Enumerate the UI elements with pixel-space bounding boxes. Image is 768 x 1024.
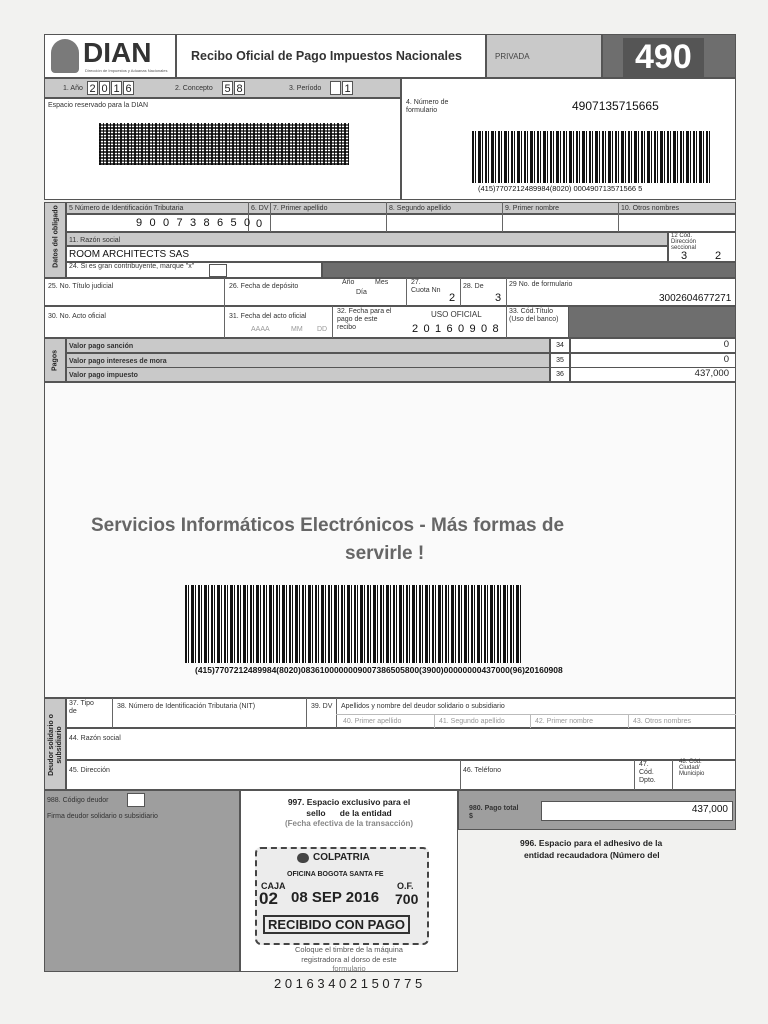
- nit-digit: 0: [163, 217, 170, 229]
- razon-social-field: [66, 246, 668, 262]
- formulario-barcode-caption: (415)7707212489984(8020) 000490713571566 5: [478, 184, 643, 193]
- stamp-of-num: 700: [395, 891, 419, 907]
- dv-value: 0: [256, 218, 263, 230]
- fecha-acto-label: 31. Fecha del acto oficial: [229, 313, 307, 320]
- espacio-996-line1: 996. Espacio para el adhesivo de la: [520, 838, 663, 848]
- anio-label: 1. Año: [63, 85, 83, 92]
- servicios-line1: Servicios Informáticos Electrónicos - Más formas de: [91, 515, 565, 536]
- dian-logo-icon: [51, 39, 79, 73]
- tipo-doc-label: 37. Tipo de: [69, 700, 94, 715]
- deudor-primer-apellido: 40. Primer apellido: [343, 718, 402, 725]
- fecha-pago-digit: 2: [412, 323, 419, 335]
- page-title: Recibo Oficial de Pago Impuestos Nacionales: [191, 49, 462, 63]
- concepto-label: 2. Concepto: [175, 85, 213, 92]
- stamp-date: 08 SEP 2016: [291, 889, 380, 906]
- privada-label: PRIVADA: [495, 52, 530, 61]
- stamp-of: O.F.: [397, 881, 414, 891]
- nit-digit: 3: [190, 217, 197, 229]
- periodo-label: 3. Período: [289, 85, 322, 92]
- anio-digit: 2: [87, 81, 98, 95]
- footer-number: 2 0 1 6 3 4 0 2 1 5 0 7 7 5: [274, 976, 423, 991]
- fecha-pago-digit: 0: [458, 323, 465, 335]
- fecha-deposito-label: 26. Fecha de depósito: [229, 283, 299, 290]
- espacio-997-box: [240, 790, 458, 972]
- pagos-row-num: 36: [550, 367, 570, 382]
- coloque-line1: Coloque el timbre de la máquina: [295, 945, 403, 954]
- deposito-anio: Año: [342, 279, 355, 286]
- form-number: 490: [623, 38, 704, 77]
- fecha-pago-label: 32. Fecha para el pago de este recibo: [337, 308, 392, 331]
- obligado-side: [44, 202, 66, 278]
- razon-social-value: ROOM ARCHITECTS SAS: [69, 249, 190, 260]
- servicios-barcode-caption: (415)7707212489984(8020)08361000000090073865058​00(3900)00000000437000(96)20160908: [195, 665, 563, 675]
- acto-mm: MM: [291, 326, 303, 333]
- cuota-label: 27. Cuota Nn: [411, 279, 441, 294]
- deudor-otros-nombres: 43. Otros nombres: [633, 718, 691, 725]
- pagos-row-label: Valor pago sanción: [69, 343, 134, 350]
- nit-digit: 0: [149, 217, 156, 229]
- primer-apellido-label: 7. Primer apellido: [273, 205, 328, 212]
- pago-total-label: 980. Pago total: [469, 805, 519, 812]
- otros-nombres-label: 10. Otros nombres: [621, 205, 679, 212]
- anio-digit: 0: [99, 81, 110, 95]
- periodo-digit: [330, 81, 341, 95]
- acto-dd: DD: [317, 326, 328, 333]
- header-privada-box: [486, 34, 602, 78]
- row30-fill: [568, 306, 736, 338]
- coloque-line3: formulario: [332, 964, 366, 973]
- fecha-pago-digit: 1: [435, 323, 442, 335]
- anio-digit: 6: [123, 81, 134, 95]
- coloque-line2: registradora al dorso de este: [301, 955, 397, 964]
- concepto-digit: 8: [234, 81, 245, 95]
- pagos-row-num: 35: [550, 353, 570, 368]
- segundo-apellido-label: 8. Segundo apellido: [389, 205, 451, 212]
- gran-contribuyente-checkbox[interactable]: [209, 264, 227, 277]
- nit-digit: 9: [136, 217, 143, 229]
- numero-formulario-value: 4907135715665: [572, 99, 659, 113]
- de-label: 28. De: [463, 283, 484, 290]
- fecha-pago-digit: 8: [492, 323, 499, 335]
- pago-total-box: [458, 790, 736, 830]
- codigo-deudor-checkbox[interactable]: [127, 793, 145, 807]
- gran-contribuyente-fill: [322, 262, 736, 278]
- nit-digit: 8: [203, 217, 210, 229]
- gran-contribuyente-label: 24. Si es gran contribuyente, marque "x": [69, 263, 195, 270]
- no-formulario-label: 29 No. de formulario: [509, 281, 573, 288]
- primer-nombre-label: 9. Primer nombre: [505, 205, 560, 212]
- header-logo-box: [44, 34, 176, 78]
- acto-oficial-label: 30. No. Acto oficial: [48, 313, 106, 320]
- pagos-side: [44, 338, 66, 382]
- codigo-deudor-label: 988. Código deudor: [47, 797, 109, 804]
- deudor-razon-label: 44. Razón social: [69, 735, 121, 742]
- deposito-dia: Día: [356, 289, 367, 296]
- header-title-box: [176, 34, 486, 78]
- pagos-row-value: 0: [570, 353, 736, 368]
- espacio-dian-box: [44, 98, 401, 200]
- deudor-section-label: Deudor solidario o subsidiario: [48, 714, 63, 776]
- stamp-caja-num: 02: [259, 889, 278, 908]
- servicios-barcode: [185, 585, 521, 663]
- fecha-pago-digit: 6: [446, 323, 453, 335]
- stamp-recibido: RECIBIDO CON PAGO: [263, 915, 410, 934]
- uso-oficial-label: USO OFICIAL: [431, 310, 482, 319]
- form-number-box: [602, 34, 736, 78]
- deudor-side: [44, 698, 66, 790]
- nit-digit: 7: [176, 217, 183, 229]
- cuota-value: 2: [449, 292, 456, 304]
- pagos-row: [66, 353, 550, 368]
- stamp-caja: CAJA: [261, 881, 286, 891]
- bank-stamp: [255, 847, 429, 945]
- acto-aaaa: AAAA: [251, 326, 270, 333]
- dian-logo-text: DIAN: [83, 37, 152, 68]
- pagos-row-num: 34: [550, 338, 570, 353]
- servicios-box: [44, 382, 736, 698]
- deudor-row-a: [66, 698, 736, 728]
- colpatria-logo-icon: [297, 853, 309, 863]
- razon-social-label: 11. Razón social: [69, 237, 121, 244]
- pago-total-value: 437,000: [691, 804, 728, 815]
- numero-formulario-label: 4. Número de formulario: [406, 99, 449, 114]
- espacio-996-line2: entidad recaudadora (Número del: [524, 850, 660, 860]
- firma-deudor-label: Firma deudor solidario o subsidiario: [47, 813, 158, 820]
- deudor-ciudad-label: 48. Cód. Ciudad/ Municipio: [679, 759, 705, 777]
- stamp-bank: COLPATRIA: [313, 852, 370, 863]
- fecha-pago-digit: 0: [481, 323, 488, 335]
- codigo-deudor-box: [44, 790, 240, 972]
- pagos-row-value: 0: [570, 338, 736, 353]
- pagos-section-label: Pagos: [51, 350, 59, 372]
- dv-label: 6. DV: [251, 205, 269, 212]
- numero-formulario-box: [401, 78, 736, 200]
- pago-total-field: [541, 801, 733, 821]
- servicios-line2: servirle !: [345, 543, 425, 564]
- deposito-mes: Mes: [375, 279, 389, 286]
- deudor-apellidos-label: Apellidos y nombre del deudor solidario o subsidiario: [341, 703, 505, 710]
- titulo-judicial-label: 25. No. Título judicial: [48, 283, 114, 290]
- dian-logo-subtitle: Dirección de Impuestos y Aduanas Nacionales: [85, 68, 168, 73]
- gran-contribuyente-box: [66, 262, 322, 278]
- espacio-997-line2: sello de la entidad: [306, 808, 392, 818]
- deudor-dv-label: 39. DV: [311, 703, 333, 710]
- de-value: 3: [495, 292, 502, 304]
- deudor-nit-label: 38. Número de Identificación Tributaria (NIT): [117, 703, 256, 710]
- deudor-dpto-label: 47. Cód. Dpto.: [639, 761, 656, 784]
- seccional-digit-1: 3: [681, 250, 688, 262]
- deudor-direccion-label: 45. Dirección: [69, 767, 110, 774]
- obligado-section-label: Datos del obligado: [52, 205, 60, 268]
- nit-digit: 6: [217, 217, 224, 229]
- fecha-pago-digit: 0: [423, 323, 430, 335]
- espacio-997-line3: (Fecha efectiva de la transacción): [284, 819, 414, 828]
- pagos-row: [66, 338, 550, 353]
- pagos-row-label: Valor pago intereses de mora: [69, 357, 167, 365]
- stamp-office: OFICINA BOGOTA SANTA FE: [287, 871, 384, 878]
- deudor-telefono-label: 46. Teléfono: [463, 767, 502, 774]
- nit-label: 5 Número de Identificación Tributaria: [69, 205, 184, 212]
- formulario-barcode: [472, 131, 712, 183]
- obligado-row-a-head: [66, 202, 736, 214]
- espacio-997-line1: 997. Espacio exclusivo para el: [287, 797, 411, 807]
- no-formulario-value: 3002604677271: [659, 293, 732, 304]
- cod-titulo-label: 33. Cód.Título (Uso del banco): [509, 308, 559, 323]
- seccional-label: 12 Cód. Dirección seccional: [671, 233, 697, 251]
- seccional-digit-2: 2: [715, 250, 722, 262]
- deudor-razon-row: [66, 728, 736, 760]
- seccional-box: [668, 232, 736, 262]
- espacio-dian-label: Espacio reservado para la DIAN: [48, 102, 148, 109]
- concepto-digit: 5: [222, 81, 233, 95]
- row25: [44, 278, 736, 306]
- dian-2d-barcode: [99, 123, 349, 165]
- pagos-row: [66, 367, 550, 382]
- razon-social-head: [66, 232, 668, 246]
- anio-digit: 1: [111, 81, 122, 95]
- pago-total-dollar: $: [469, 813, 473, 820]
- periodo-digit: 1: [342, 81, 353, 95]
- deudor-segundo-apellido: 41. Segundo apellido: [439, 718, 505, 725]
- nit-digit: 0: [244, 217, 251, 229]
- fecha-pago-digit: 9: [469, 323, 476, 335]
- deudor-primer-nombre: 42. Primer nombre: [535, 718, 593, 725]
- nit-digit: 5: [230, 217, 237, 229]
- deudor-direccion-row: [66, 760, 736, 790]
- pagos-row-value: 437,000: [570, 367, 736, 382]
- pagos-row-label: Valor pago impuesto: [69, 372, 138, 380]
